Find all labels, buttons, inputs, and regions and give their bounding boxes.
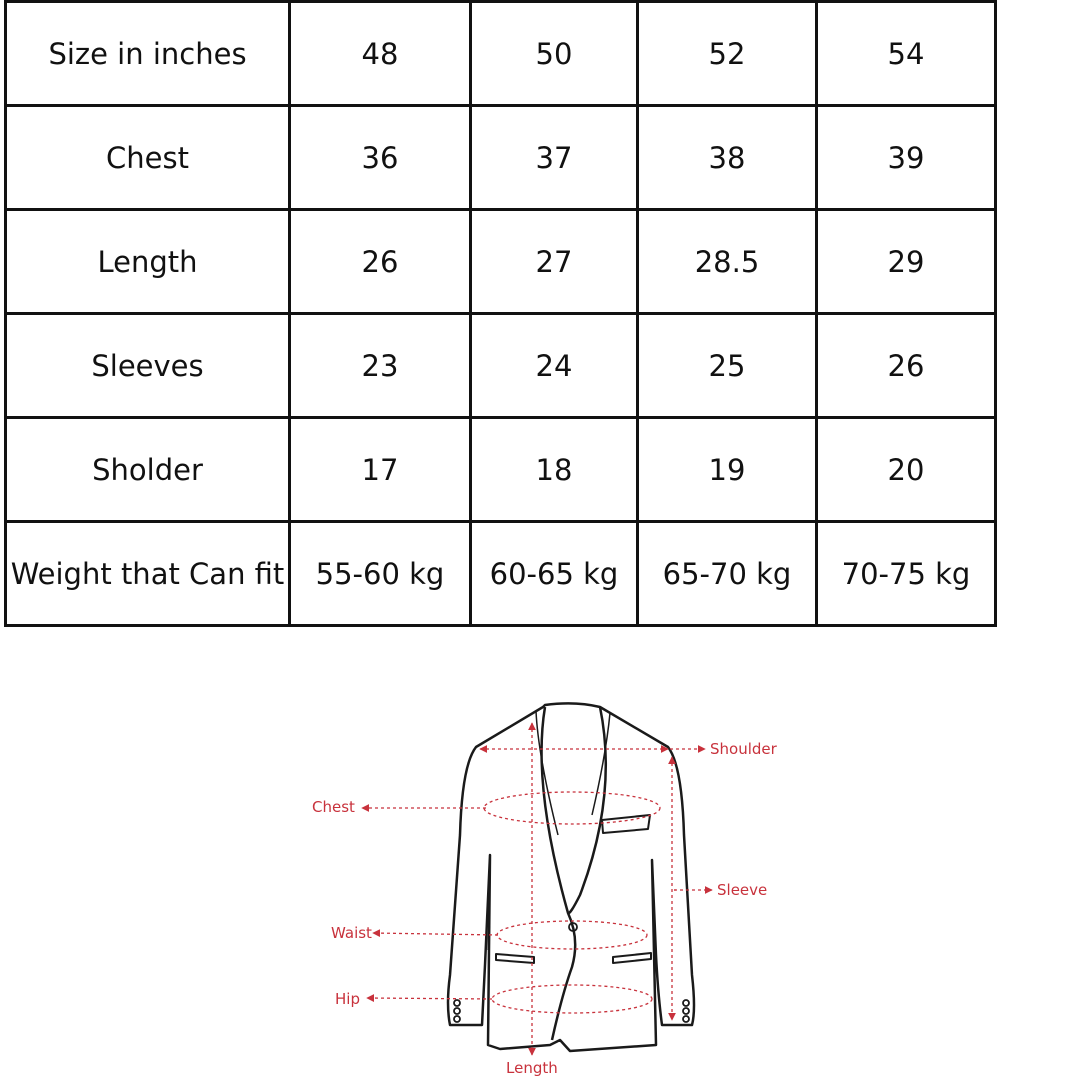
table-row-chest [6,106,996,210]
table-row-sleeves [6,314,996,418]
table-cell: 24 [471,314,638,418]
row-label: Sleeves [6,314,290,418]
table-cell: 26 [817,314,996,418]
table-cell: 17 [290,418,471,522]
chest-label: Chest [312,798,355,816]
table-cell: 28.5 [638,210,817,314]
table-row-length [6,210,996,314]
jacket-measurement-diagram [300,695,790,1080]
table-cell: 60-65 kg [471,522,638,626]
length-label: Length [506,1059,558,1077]
waist-label: Waist [331,924,372,942]
size-chart-table [4,0,997,627]
table-cell: 70-75 kg [817,522,996,626]
table-cell: 52 [638,2,817,106]
table-cell: 65-70 kg [638,522,817,626]
table-cell: 19 [638,418,817,522]
table-cell: 36 [290,106,471,210]
row-label: Sholder [6,418,290,522]
table-cell: 38 [638,106,817,210]
table-cell: 39 [817,106,996,210]
table-cell: 25 [638,314,817,418]
table-row-size [6,2,996,106]
table-row-weight [6,522,996,626]
table-cell: 50 [471,2,638,106]
table-cell: 29 [817,210,996,314]
table-cell: 26 [290,210,471,314]
table-cell: 37 [471,106,638,210]
sleeve-label: Sleeve [717,881,768,899]
hip-label: Hip [335,990,360,1008]
row-label: Size in inches [6,2,290,106]
table-cell: 20 [817,418,996,522]
table-row-sholder [6,418,996,522]
table-cell: 55-60 kg [290,522,471,626]
row-label: Length [6,210,290,314]
shoulder-label: Shoulder [710,740,777,758]
table-cell: 48 [290,2,471,106]
row-label: Chest [6,106,290,210]
table-cell: 54 [817,2,996,106]
chest-ellipse [484,792,660,824]
table-cell: 23 [290,314,471,418]
table-cell: 18 [471,418,638,522]
hip-ellipse [492,985,652,1013]
table-cell: 27 [471,210,638,314]
row-label: Weight that Can fit [6,522,290,626]
